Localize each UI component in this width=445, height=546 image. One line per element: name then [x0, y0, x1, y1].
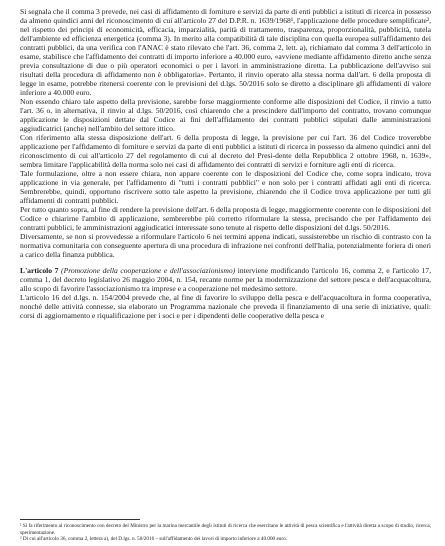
paragraph-4: Tale formulazione, oltre a non essere chiara, non appare coerente con le disposizioni del Codice che, come sopra indicato, trova applicazione in via generale, per l'affidamento di "tutti i contratti pubblici" e non solo per i contratti affidati agli enti di ricerca. Sembrerebbe, quindi, opportuno riscrivere sotto tale aspetto la previsione, chiarendo che il Codice trova applicazione per tutti gli affidamenti di contratti pubblici.	[20, 169, 431, 205]
article-7-paragraph	[20, 266, 431, 293]
footnote-2: ² Di cui all'articolo 36, comma 2, lettera a), del D.lgs. n. 50/2016 – sull'affidamento dei lavori di importo inferiore a 40.000 euro.	[20, 535, 287, 542]
footnote-1: ¹ Si fa riferimento al riconoscimento con decreto del Ministro per la marina mercantile degli istituti di ricerca che esercitano le attività di pesca scientifica e l'attività diretta a scopo di studio, ricerca, sperimentazione.	[20, 523, 431, 536]
paragraph-6: Diversamente, se non si provvedesse a riformulare l'articolo 6 nei termini appena indicati, sussisterebbe un rischio di contrasto con la normativa comunitaria con conseguente apertura di una procedura di infrazione nei confronti dell'Italia, potenzialmente foriera di oneri a carico della finanza pubblica.	[20, 232, 431, 259]
paragraph-2: Non essendo chiaro tale aspetto della previsione, sarebbe forse maggiormente conforme alle disposizioni del Codice, il rinvio a tutto l'art. 36 o, in alternativa, il rinvio al d.lgs. 50/2016, così chiarendo che a prescindere dall'importo del contratto, trovano comunque applicazione le disposizioni dettate dal Codice ai fini dell'affidamento dei contratti pubblici stipulati dalle amministrazioni aggiudicatrici (anche) nell'ambito del settore ittico.	[20, 97, 431, 133]
paragraph-3: Con riferimento alla stessa disposizione dell'art. 6 della proposta di legge, la previsione per cui l'art. 36 del Codice troverebbe applicazione per l'affidamento di forniture e servizi da parte di enti pubblici a istituti di ricerca in possesso da almeno quindici anni del riconoscimento di cui all'articolo 27 del regolamento di cui al decreto del Presi-dente della Repubblica 2 ottobre 1968, n. 1639», sembra limitare l'applicabilità della norma solo nei casi di affidamento dei contratti di servizi e forniture agli enti di ricerca.	[20, 133, 431, 169]
footnote-rule	[20, 519, 140, 520]
paragraph-5: Per tutto quanto sopra, al fine di rendere la previsione dell'art. 6 della proposta di legge, maggiormente coerente con le disposizioni del Codice e chiarirne l'ambito di applicazione, sembrerebbe più corretto riformulare la stessa, precisando che per l'affidamento dei contratti pubblici, le amministrazioni aggiudicatici interessate sono tenute al rispetto delle disposizioni del d.lgs. 50/2016.	[20, 205, 431, 232]
article-7-text: interviene modificando l'articolo 16, comma 2, e l'articolo 17, comma 1, del decreto legislativo 26 maggio 2004, n. 154, recante norme per la modernizzazione del settore pesca e dell'acquacoltura, allo scopo di favorire l'associazionismo tra imprese e a cooperazione nel medesimo settore.	[20, 266, 431, 293]
article-7-title: (Promozione della cooperazione e dell'associazionismo)	[61, 266, 236, 275]
article-16-paragraph: L'articolo 16 del d.lgs. n. 154/2004 prevede che, al fine di favorire lo sviluppo della pesca e dell'acquacoltura in forma cooperativa, nonché delle attività connesse, sia elaborato un Programma nazionale che preveda il finanziamento di una serie di iniziative, quali: corsi di aggiornamento e riqualificazione per i soci e per i dipendenti delle cooperative della pesca e	[20, 293, 431, 320]
paragraph-1: Si segnala che il comma 3 prevede, nei casi di affidamento di forniture e servizi da parte di enti pubblici a istituti di ricerca in possesso da almeno quindici anni del riconoscimento di cui all'articolo 27 del D.P.R. n. 1639/1968¹, l'applicazione delle procedure semplificate², nel rispetto dei principi di economicità, efficacia, imparzialità, parità di trattamento, trasparenza, proporzionalità, pubblicità, tutela dell'ambiente ed efficienza energetica (comma 3). In merito alla compatibilità di tale disciplina con quella europea sull'affidamento dei contratti pubblici, da una verifica con l'ANAC è stato rilevato che l'art. 36, comma 2, lett. a), richiamato dal comma 3 dell'articolo in esame, stabilisce che l'affidamento dei contratti di importo inferiore a 40.000 euro, «avviene mediante affidamento diretto anche senza previa consultazione di due o più operatori economici o per i lavori in amministrazione diretta. La pubblicazione dell'avviso sui risultati della procedura di affidamento non è obbligatoria». Pertanto, il rinvio operato alla stessa norma dall'art. 6 della proposta di legge in esame, potrebbe ritenersi coerente con le previsioni del d.lgs. 50/2016 solo se diretto a disciplinare gli affidamenti di valore inferiore a 40.000 euro.	[20, 7, 431, 97]
footnotes	[20, 515, 431, 542]
article-7-heading: L'articolo 7	[20, 266, 59, 275]
